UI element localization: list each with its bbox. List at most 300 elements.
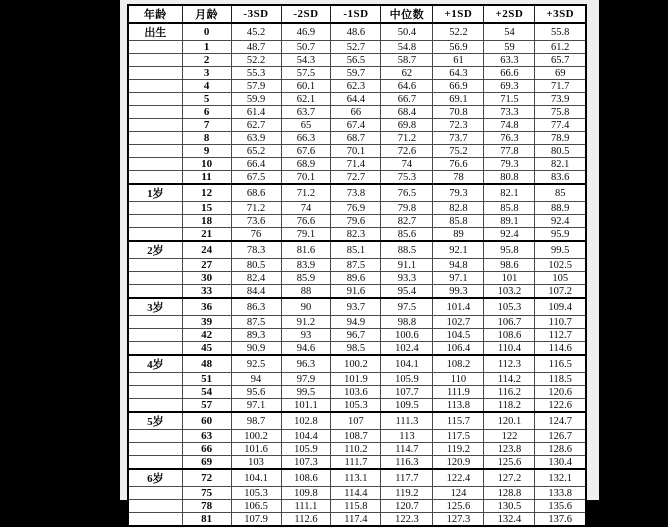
value-cell: 106.7 [484,316,535,329]
value-cell: 62.7 [231,119,281,132]
table-row [128,487,586,500]
table-row [128,386,586,399]
value-cell: 61.2 [535,41,586,54]
month-cell: 66 [182,443,231,456]
value-cell: 109.8 [281,487,331,500]
value-cell: 113.8 [433,399,484,413]
value-cell: 108.6 [484,329,535,342]
value-cell: 59.7 [331,67,381,80]
value-cell: 105.9 [281,443,331,456]
value-cell: 112.3 [484,355,535,373]
age-cell [128,285,182,299]
month-cell: 10 [182,158,231,171]
value-cell: 125.6 [484,456,535,470]
value-cell: 88.9 [535,202,586,215]
table-row [128,23,586,41]
value-cell: 89.3 [231,329,281,342]
month-cell: 42 [182,329,231,342]
month-cell: 11 [182,171,231,185]
month-cell: 12 [182,184,231,202]
age-cell [128,119,182,132]
value-cell: 94.9 [331,316,381,329]
value-cell: 56.9 [433,41,484,54]
table-row [128,329,586,342]
value-cell: 52.2 [231,54,281,67]
value-cell: 66 [331,106,381,119]
table-row [128,399,586,413]
table-row [128,228,586,242]
header-plus-3sd: +3SD [535,5,586,23]
age-cell [128,106,182,119]
value-cell: 67.6 [281,145,331,158]
value-cell: 122.4 [433,469,484,487]
value-cell: 101.1 [281,399,331,413]
value-cell: 75.2 [433,145,484,158]
value-cell: 108.7 [331,430,381,443]
month-cell: 36 [182,298,231,316]
value-cell: 68.9 [281,158,331,171]
value-cell: 116.5 [535,355,586,373]
value-cell: 82.1 [484,184,535,202]
value-cell: 111.7 [331,456,381,470]
month-cell: 51 [182,373,231,386]
value-cell: 124.7 [535,412,586,430]
value-cell: 99.5 [281,386,331,399]
age-cell [128,80,182,93]
age-cell [128,93,182,106]
value-cell: 57.9 [231,80,281,93]
value-cell: 94.8 [433,259,484,272]
value-cell: 102.4 [381,342,433,356]
header-minus-2sd: -2SD [281,5,331,23]
value-cell: 61.4 [231,106,281,119]
value-cell: 65.7 [535,54,586,67]
value-cell: 110.4 [484,342,535,356]
value-cell: 109.5 [381,399,433,413]
month-cell: 3 [182,67,231,80]
value-cell: 78.3 [231,241,281,259]
value-cell: 137.6 [535,513,586,527]
value-cell: 59.9 [231,93,281,106]
age-cell [128,443,182,456]
header-age: 年龄 [128,5,182,23]
value-cell: 62.3 [331,80,381,93]
value-cell: 128.6 [535,443,586,456]
month-cell: 45 [182,342,231,356]
value-cell: 66.3 [281,132,331,145]
value-cell: 115.8 [331,500,381,513]
month-cell: 81 [182,513,231,527]
month-cell: 6 [182,106,231,119]
value-cell: 71.2 [281,184,331,202]
age-cell: 6岁 [128,469,182,487]
age-cell [128,373,182,386]
value-cell: 112.7 [535,329,586,342]
value-cell: 114.4 [331,487,381,500]
age-cell: 3岁 [128,298,182,316]
value-cell: 94.6 [281,342,331,356]
month-cell: 2 [182,54,231,67]
age-cell [128,329,182,342]
age-cell: 1岁 [128,184,182,202]
value-cell: 75.8 [535,106,586,119]
value-cell: 74.8 [484,119,535,132]
value-cell: 96.7 [331,329,381,342]
value-cell: 105 [535,272,586,285]
value-cell: 98.7 [231,412,281,430]
value-cell: 113 [381,430,433,443]
table-row [128,469,586,487]
month-cell: 78 [182,500,231,513]
value-cell: 115.7 [433,412,484,430]
value-cell: 104.5 [433,329,484,342]
value-cell: 80.8 [484,171,535,185]
month-cell: 4 [182,80,231,93]
value-cell: 64.3 [433,67,484,80]
value-cell: 87.5 [231,316,281,329]
value-cell: 103.6 [331,386,381,399]
value-cell: 130.5 [484,500,535,513]
month-cell: 24 [182,241,231,259]
value-cell: 95.8 [484,241,535,259]
value-cell: 120.6 [535,386,586,399]
value-cell: 107.9 [231,513,281,527]
value-cell: 117.4 [331,513,381,527]
header-median: 中位数 [381,5,433,23]
table-row [128,145,586,158]
value-cell: 90 [281,298,331,316]
value-cell: 106.4 [433,342,484,356]
table-row [128,80,586,93]
value-cell: 92.4 [535,215,586,228]
value-cell: 58.7 [381,54,433,67]
value-cell: 62.1 [281,93,331,106]
value-cell: 55.8 [535,23,586,41]
value-cell: 54.3 [281,54,331,67]
age-cell [128,215,182,228]
value-cell: 97.1 [231,399,281,413]
value-cell: 67.5 [231,171,281,185]
header-month: 月龄 [182,5,231,23]
value-cell: 48.6 [331,23,381,41]
age-cell [128,171,182,185]
table-row [128,272,586,285]
value-cell: 101.4 [433,298,484,316]
value-cell: 78.9 [535,132,586,145]
value-cell: 72.6 [381,145,433,158]
age-cell [128,342,182,356]
month-cell: 57 [182,399,231,413]
value-cell: 71.5 [484,93,535,106]
value-cell: 78 [433,171,484,185]
age-cell [128,316,182,329]
value-cell: 101 [484,272,535,285]
age-cell: 出生 [128,23,182,41]
value-cell: 70.8 [433,106,484,119]
age-cell [128,259,182,272]
value-cell: 96.3 [281,355,331,373]
value-cell: 73.3 [484,106,535,119]
table-row [128,513,586,527]
value-cell: 95.9 [535,228,586,242]
value-cell: 130.4 [535,456,586,470]
table-row [128,171,586,185]
value-cell: 89.1 [484,215,535,228]
value-cell: 54.8 [381,41,433,54]
value-cell: 91.2 [281,316,331,329]
value-cell: 124 [433,487,484,500]
age-cell [128,456,182,470]
table-row [128,202,586,215]
value-cell: 69 [535,67,586,80]
value-cell: 59 [484,41,535,54]
value-cell: 95.6 [231,386,281,399]
value-cell: 93.7 [331,298,381,316]
value-cell: 110.2 [331,443,381,456]
value-cell: 97.1 [433,272,484,285]
value-cell: 107.2 [535,285,586,299]
table-row [128,500,586,513]
month-cell: 33 [182,285,231,299]
value-cell: 73.6 [231,215,281,228]
age-cell [128,513,182,527]
value-cell: 73.7 [433,132,484,145]
value-cell: 100.6 [381,329,433,342]
table-row [128,373,586,386]
value-cell: 76 [231,228,281,242]
value-cell: 93 [281,329,331,342]
age-cell: 5岁 [128,412,182,430]
value-cell: 99.5 [535,241,586,259]
month-cell: 54 [182,386,231,399]
value-cell: 76.6 [281,215,331,228]
value-cell: 132.4 [484,513,535,527]
value-cell: 46.9 [281,23,331,41]
value-cell: 105.3 [484,298,535,316]
value-cell: 94 [231,373,281,386]
value-cell: 108.2 [433,355,484,373]
table-row [128,259,586,272]
value-cell: 122.3 [381,513,433,527]
value-cell: 56.5 [331,54,381,67]
month-cell: 27 [182,259,231,272]
value-cell: 63.9 [231,132,281,145]
value-cell: 75.3 [381,171,433,185]
value-cell: 68.4 [381,106,433,119]
table-body [128,23,586,526]
value-cell: 128.8 [484,487,535,500]
value-cell: 55.3 [231,67,281,80]
table-row [128,456,586,470]
table-row [128,215,586,228]
month-cell: 0 [182,23,231,41]
value-cell: 50.4 [381,23,433,41]
table-row [128,298,586,316]
value-cell: 111.9 [433,386,484,399]
value-cell: 87.5 [331,259,381,272]
value-cell: 48.7 [231,41,281,54]
value-cell: 107.7 [381,386,433,399]
table-row [128,342,586,356]
month-cell: 7 [182,119,231,132]
value-cell: 69.1 [433,93,484,106]
value-cell: 82.7 [381,215,433,228]
value-cell: 68.7 [331,132,381,145]
value-cell: 65 [281,119,331,132]
value-cell: 68.6 [231,184,281,202]
value-cell: 104.1 [231,469,281,487]
value-cell: 102.7 [433,316,484,329]
value-cell: 85.8 [484,202,535,215]
age-cell [128,386,182,399]
value-cell: 64.6 [381,80,433,93]
age-cell [128,41,182,54]
value-cell: 93.3 [381,272,433,285]
value-cell: 122.6 [535,399,586,413]
value-cell: 107 [331,412,381,430]
age-cell: 2岁 [128,241,182,259]
month-cell: 75 [182,487,231,500]
value-cell: 110 [433,373,484,386]
value-cell: 79.6 [331,215,381,228]
month-cell: 63 [182,430,231,443]
value-cell: 106.5 [231,500,281,513]
value-cell: 127.2 [484,469,535,487]
value-cell: 82.4 [231,272,281,285]
value-cell: 85 [535,184,586,202]
table-row [128,158,586,171]
value-cell: 126.7 [535,430,586,443]
value-cell: 70.1 [331,145,381,158]
value-cell: 97.5 [381,298,433,316]
value-cell: 54 [484,23,535,41]
value-cell: 85.1 [331,241,381,259]
value-cell: 85.9 [281,272,331,285]
value-cell: 84.4 [231,285,281,299]
value-cell: 52.7 [331,41,381,54]
value-cell: 91.6 [331,285,381,299]
age-cell [128,500,182,513]
table-row [128,443,586,456]
value-cell: 79.3 [433,184,484,202]
value-cell: 57.5 [281,67,331,80]
value-cell: 69.3 [484,80,535,93]
table-row [128,106,586,119]
value-cell: 91.1 [381,259,433,272]
value-cell: 66.4 [231,158,281,171]
table-row [128,241,586,259]
age-cell [128,132,182,145]
value-cell: 71.2 [231,202,281,215]
value-cell: 92.5 [231,355,281,373]
value-cell: 73.9 [535,93,586,106]
header-row [128,5,586,23]
value-cell: 79.8 [381,202,433,215]
age-cell [128,67,182,80]
value-cell: 60.1 [281,80,331,93]
value-cell: 76.9 [331,202,381,215]
value-cell: 71.2 [381,132,433,145]
value-cell: 85.6 [381,228,433,242]
table-row [128,93,586,106]
value-cell: 76.5 [381,184,433,202]
value-cell: 111.3 [381,412,433,430]
value-cell: 81.6 [281,241,331,259]
value-cell: 71.7 [535,80,586,93]
value-cell: 116.3 [381,456,433,470]
value-cell: 89.6 [331,272,381,285]
value-cell: 120.7 [381,500,433,513]
value-cell: 118.2 [484,399,535,413]
table-row [128,119,586,132]
value-cell: 132.1 [535,469,586,487]
value-cell: 118.5 [535,373,586,386]
value-cell: 76.6 [433,158,484,171]
age-cell [128,54,182,67]
value-cell: 114.7 [381,443,433,456]
value-cell: 102.8 [281,412,331,430]
month-cell: 21 [182,228,231,242]
month-cell: 18 [182,215,231,228]
value-cell: 104.4 [281,430,331,443]
month-cell: 48 [182,355,231,373]
value-cell: 77.8 [484,145,535,158]
value-cell: 62 [381,67,433,80]
value-cell: 95.4 [381,285,433,299]
value-cell: 70.1 [281,171,331,185]
value-cell: 63.3 [484,54,535,67]
value-cell: 77.4 [535,119,586,132]
value-cell: 100.2 [231,430,281,443]
age-cell [128,145,182,158]
table-row [128,412,586,430]
month-cell: 9 [182,145,231,158]
month-cell: 72 [182,469,231,487]
value-cell: 117.5 [433,430,484,443]
value-cell: 74 [381,158,433,171]
value-cell: 97.9 [281,373,331,386]
growth-standard-table [127,4,587,527]
value-cell: 109.4 [535,298,586,316]
value-cell: 107.3 [281,456,331,470]
value-cell: 122 [484,430,535,443]
value-cell: 65.2 [231,145,281,158]
table-row [128,54,586,67]
value-cell: 66.9 [433,80,484,93]
value-cell: 108.6 [281,469,331,487]
value-cell: 120.9 [433,456,484,470]
table-row [128,355,586,373]
document-area [120,0,599,525]
value-cell: 89 [433,228,484,242]
value-cell: 64.4 [331,93,381,106]
age-cell [128,228,182,242]
value-cell: 79.1 [281,228,331,242]
month-cell: 8 [182,132,231,145]
value-cell: 119.2 [381,487,433,500]
value-cell: 52.2 [433,23,484,41]
value-cell: 92.4 [484,228,535,242]
value-cell: 83.6 [535,171,586,185]
value-cell: 125.6 [433,500,484,513]
value-cell: 88.5 [381,241,433,259]
month-cell: 15 [182,202,231,215]
value-cell: 80.5 [231,259,281,272]
value-cell: 66.6 [484,67,535,80]
value-cell: 63.7 [281,106,331,119]
month-cell: 60 [182,412,231,430]
value-cell: 88 [281,285,331,299]
